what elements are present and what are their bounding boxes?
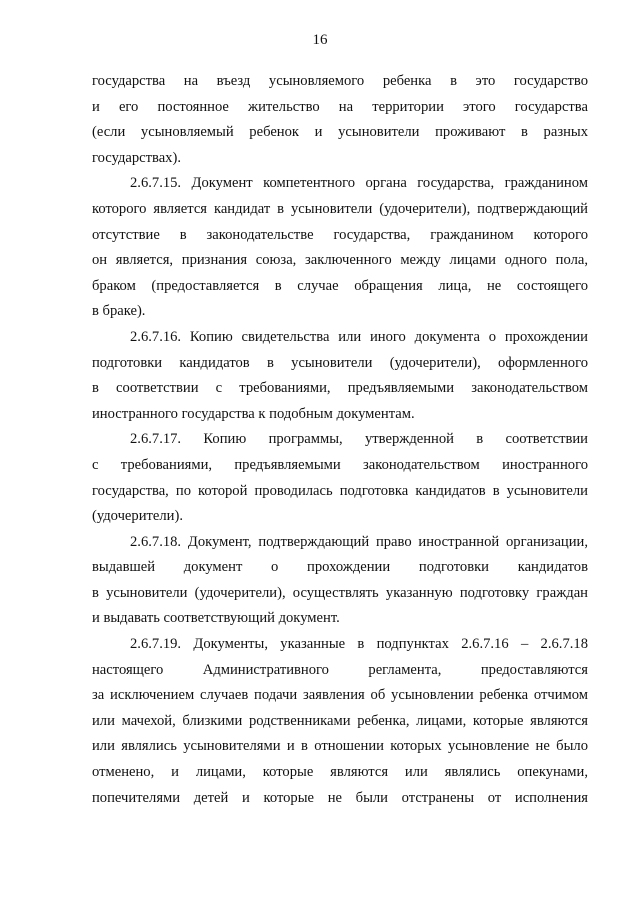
text-line: с требованиями, предъявляемыми законодательством иностранного — [92, 456, 588, 473]
text-line: иностранного государства к подобным документам. — [92, 405, 415, 422]
paragraph — [92, 69, 588, 171]
text-line: которого является кандидат в усыновители (удочерители), подтверждающий — [92, 200, 588, 217]
text-line: 2.6.7.15. Документ компетентного органа государства, гражданином — [130, 175, 588, 192]
paragraph — [92, 427, 588, 529]
text-line: подготовки кандидатов в усыновители (удочерители), оформленного — [92, 354, 588, 371]
text-line: отменено, и лицами, которые являются или являлись опекунами, — [92, 764, 588, 781]
text-line: в усыновители (удочерители), осуществлять указанную подготовку граждан — [92, 584, 588, 601]
paragraph — [92, 171, 588, 325]
text-line: отсутствие в законодательстве государства, гражданином которого — [92, 226, 588, 243]
document-body — [92, 69, 588, 811]
text-line: 2.6.7.18. Документ, подтверждающий право иностранной организации, — [130, 533, 588, 550]
paragraph — [92, 530, 588, 632]
text-line: браком (предоставляется в случае обращения лица, не состоящего — [92, 277, 588, 294]
text-line: 2.6.7.16. Копию свидетельства или иного документа о прохождении — [130, 328, 588, 345]
text-line: и его постоянное жительство на территории этого государства — [92, 98, 588, 115]
text-line: (удочерители). — [92, 508, 183, 525]
text-line: за исключением случаев подачи заявления об усыновлении ребенка отчимом — [92, 687, 588, 704]
text-line: государства, по которой проводилась подготовка кандидатов в усыновители — [92, 482, 588, 499]
text-line: и выдавать соответствующий документ. — [92, 610, 340, 627]
page-number: 16 — [312, 32, 328, 48]
text-line: 2.6.7.19. Документы, указанные в подпунктах 2.6.7.16 – 2.6.7.18 — [130, 636, 588, 653]
text-line: он является, признания союза, заключенного между лицами одного пола, — [92, 252, 588, 269]
text-line: (если усыновляемый ребенок и усыновители проживают в разных — [92, 124, 588, 141]
text-line: или мачехой, близкими родственниками ребенка, лицами, которые являются — [92, 712, 588, 729]
text-line: в соответствии с требованиями, предъявляемыми законодательством — [92, 380, 588, 397]
text-line: выдавшей документ о прохождении подготовки кандидатов — [92, 559, 588, 576]
text-line: государства на въезд усыновляемого ребенка в это государство — [92, 73, 588, 89]
text-line: государствах). — [92, 149, 181, 166]
paragraph — [92, 325, 588, 427]
text-line: настоящего Административного регламента, предоставляются — [92, 661, 588, 678]
text-line: или являлись усыновителями и в отношении которых усыновление не было — [92, 738, 588, 755]
text-line: попечителями детей и которые не были отстранены от исполнения — [92, 789, 588, 806]
text-line: в браке). — [92, 303, 146, 320]
text-line: 2.6.7.17. Копию программы, утвержденной в соответствии — [130, 431, 588, 448]
paragraph — [92, 632, 588, 811]
